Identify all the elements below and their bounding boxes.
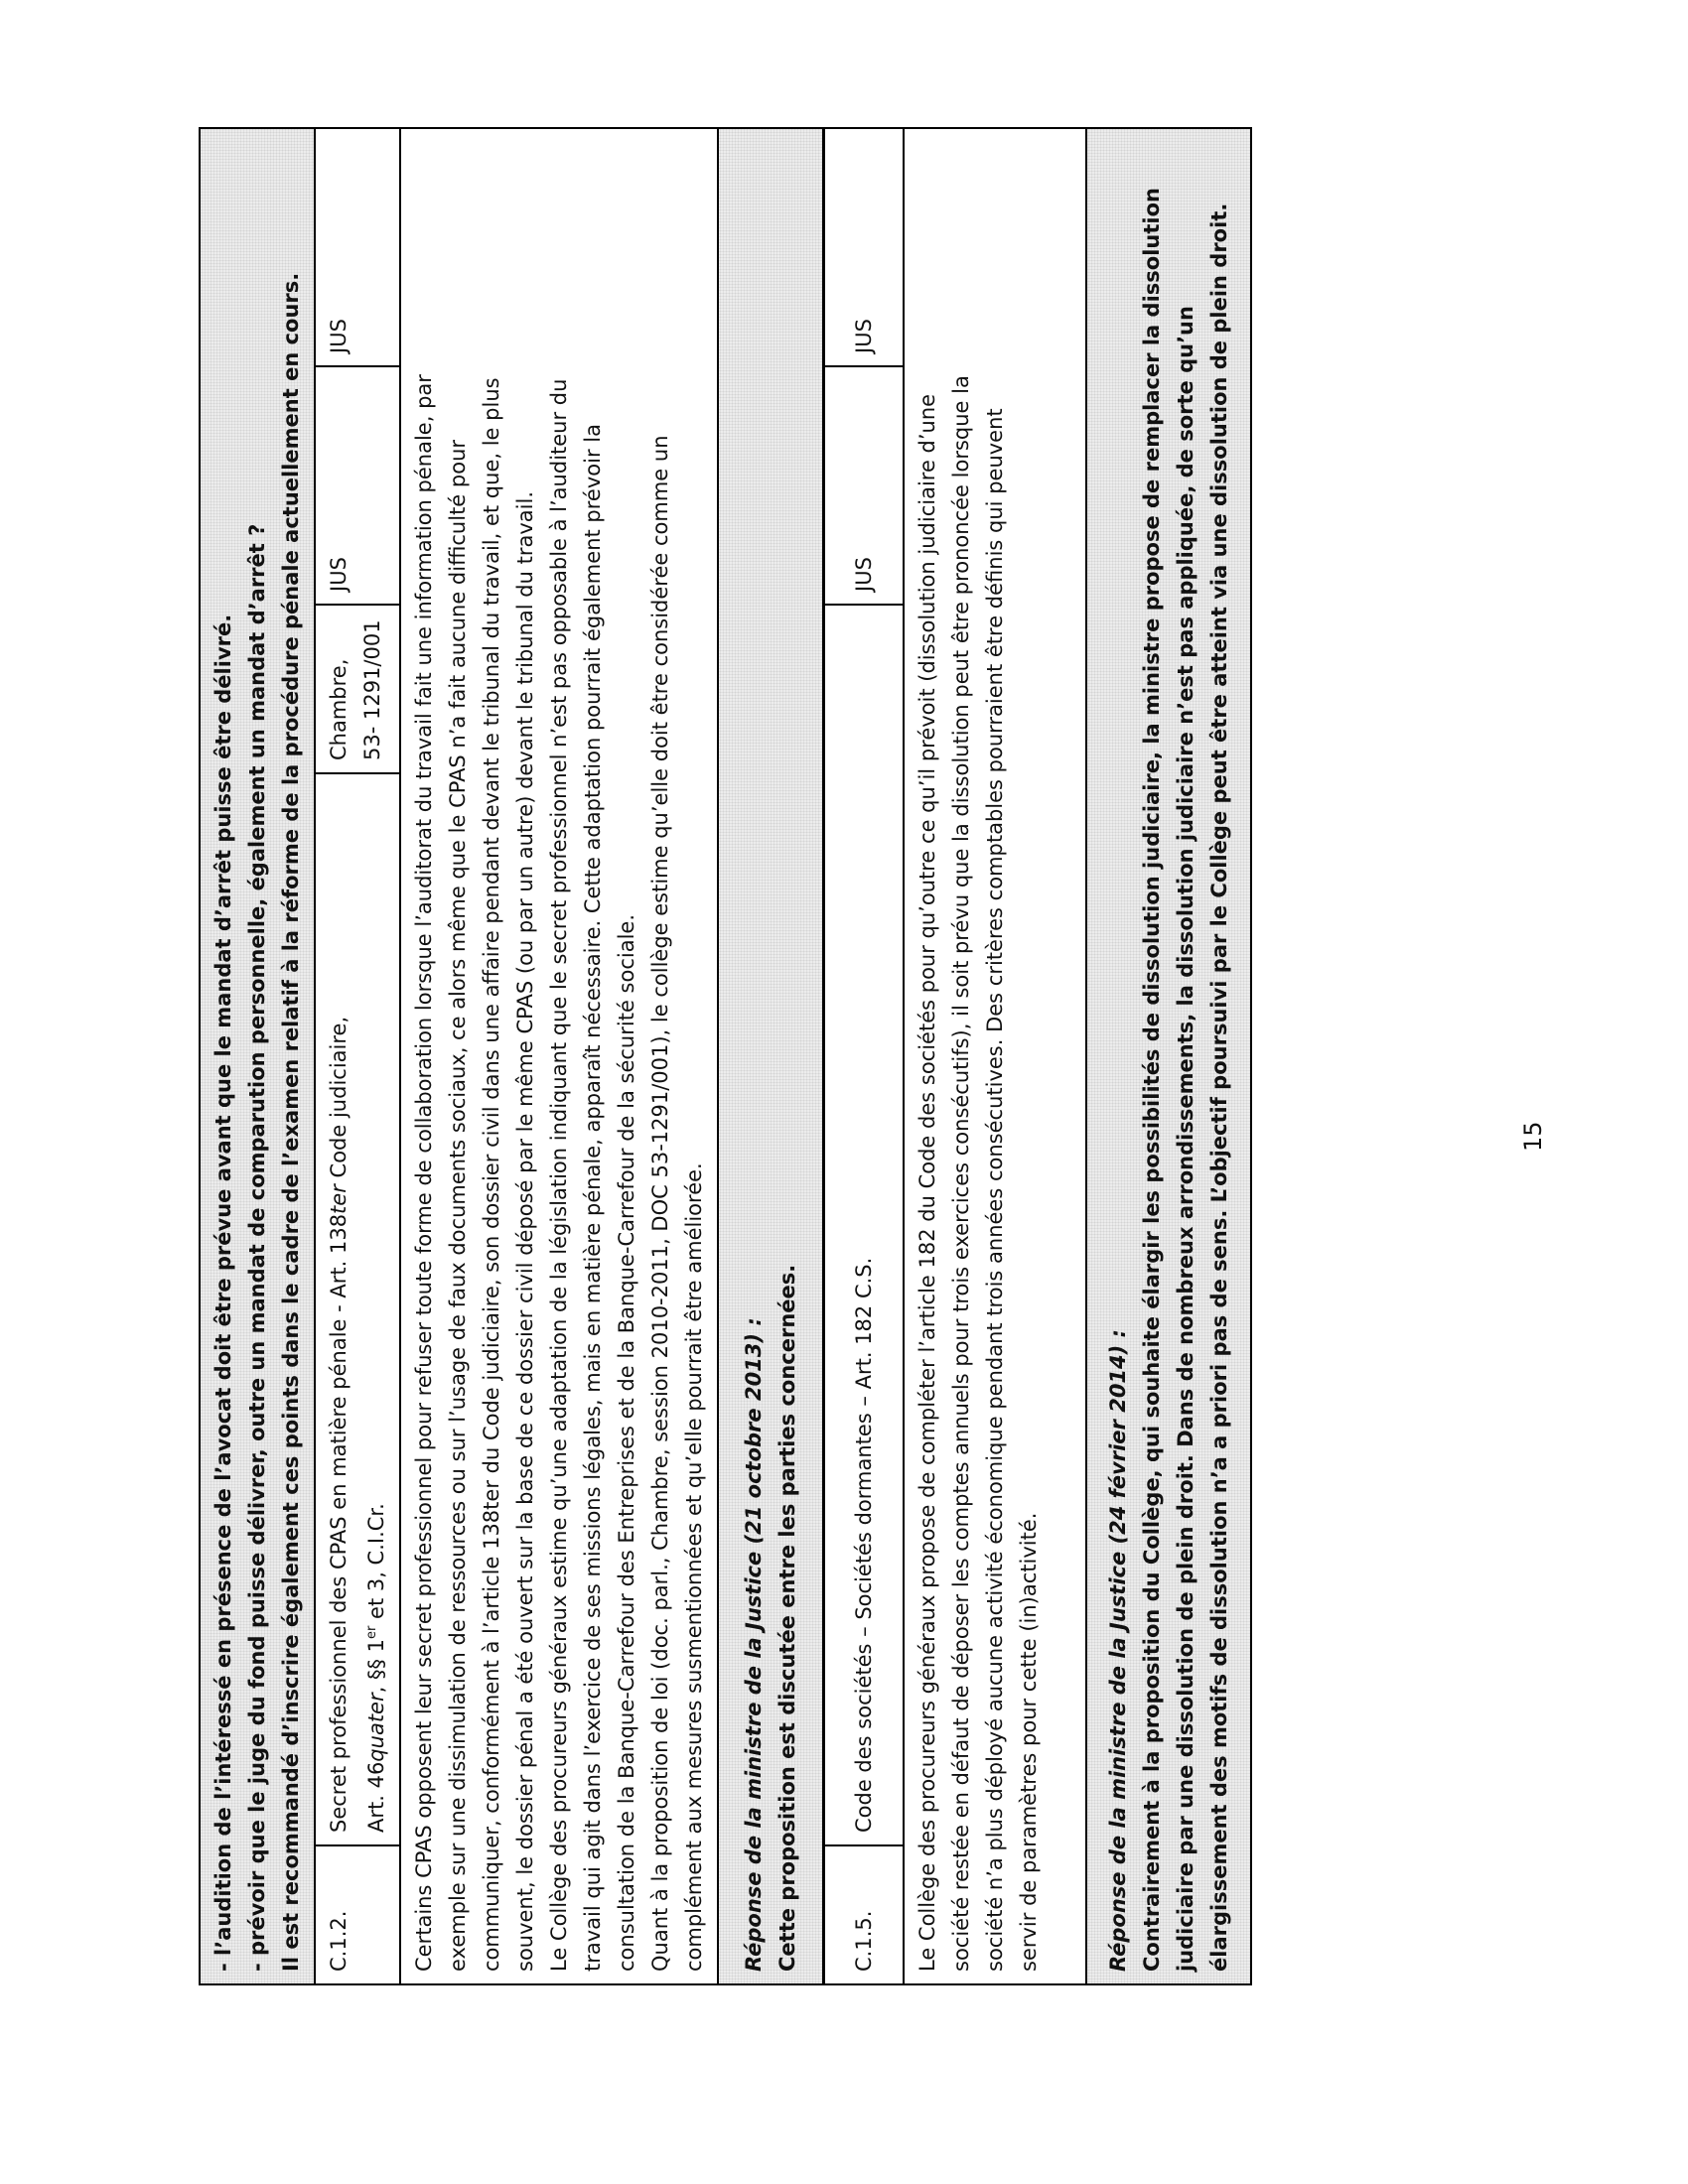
entry-c12-title <box>315 773 400 1845</box>
entry-c12-body-line: travail qui agit dans l’exercice de ses missions légales, mais en matière pénale, apparaît nécessaire. Cette adaptation pourrait également prévoir la <box>581 424 605 1972</box>
entry-c12-title-ter: ter <box>327 1184 351 1214</box>
entry-c12-body-line: communiquer, conformément à l’article 138ter du Code judiciaire, son dossier civil dans une affaire pendant devant le tribunal du travail, et que, le plus <box>480 377 503 1972</box>
entry-c12-body <box>400 128 718 1984</box>
entry-c12-title-quater: quater <box>364 1693 388 1762</box>
bullet-audition: - l’audition de l’intéressé en présence de l’avocat doit être prévue avant que le mandat d’arrêt puisse être délivré. <box>211 614 235 1972</box>
entry-c15-title: Code des sociétés – Sociétés dormantes – Art. 182 C.S. <box>824 605 905 1845</box>
response-2014-heading: Réponse de la ministre de la Justice (24 février 2014) : <box>1106 1329 1130 1972</box>
response-2013-row <box>718 128 824 1984</box>
entry-c12-title-part2: Code judiciaire, <box>327 1016 351 1185</box>
top-block-row <box>200 128 315 1984</box>
entry-c12-body-line: consultation de la Banque-Carrefour des Entreprises et de la Banque-Carrefour de la sécurité sociale. <box>615 913 638 1972</box>
entry-c12-body-line: complément aux mesures susmentionnées et qu’elle pourrait être améliorée. <box>682 1162 706 1972</box>
entry-c15-id: C.1.5. <box>824 1845 905 1984</box>
entry-c15-header-row <box>824 128 905 1984</box>
entry-c12-source-line1: Chambre, <box>327 658 351 760</box>
entry-c12-title-part3: Art. 46 <box>364 1761 388 1833</box>
recommendation-conclusion: Il est recommandé d’inscrire également ces points dans le cadre de l’examen relatif à la réforme de la procédure pénale actuellement en cours. <box>279 272 303 1972</box>
response-2014-line: Contrairement à la proposition du Collège, qui souhaite élargir les possibilités de dissolution judiciaire, la ministre propose de remplacer la dissolution <box>1140 188 1164 1972</box>
response-2014-cell <box>1086 128 1251 1984</box>
entry-c12-source <box>315 605 400 773</box>
response-2013-cell <box>718 128 824 1984</box>
entry-c15-body-line: servir de paramètres pour cette (in)activité. <box>1017 1512 1041 1972</box>
page-number-text: 15 <box>1519 1121 1547 1152</box>
entry-c12-source-line2: 53- 1291/001 <box>360 619 384 760</box>
entry-c15-body-row <box>904 128 1086 1984</box>
entry-c12-dept-2: JUS <box>315 128 400 366</box>
entry-c12-id: C.1.2. <box>315 1845 400 1984</box>
entry-c12-body-line: exemple sur une dissimulation de ressources ou sur l’usage de faux documents sociaux, ce alors même que le CPAS n’a fait aucune difficulté pour <box>446 439 470 1972</box>
rotated-document-page <box>199 129 1370 1985</box>
response-2014-row <box>1086 128 1251 1984</box>
entry-c12-title-part1: Secret professionnel des CPAS en matière pénale - Art. 138 <box>327 1213 351 1833</box>
page-number <box>1519 1112 1549 1152</box>
entry-c12-dept-1: JUS <box>315 366 400 605</box>
response-2013-text: Cette proposition est discutée entre les parties concernées. <box>775 1264 799 1972</box>
entry-c15-body <box>904 128 1086 1984</box>
entry-c12-header-row <box>315 128 400 1984</box>
entry-c12-title-part5: et 3, C.I.Cr. <box>364 1503 388 1626</box>
entry-c12-body-line: Certains CPAS opposent leur secret professionnel pour refuser toute forme de collaboration lorsque l’auditorat du travail fait une information pénale, par <box>412 374 436 1972</box>
response-2014-line: élargissement des motifs de dissolution n’a a priori pas de sens. L’objectif poursuivi par le Collège peut être atteint via une dissolution de plein droit. <box>1207 203 1231 1972</box>
entry-c15-dept-1: JUS <box>824 366 905 605</box>
entry-c15-body-line: société restée en défaut de déposer les comptes annuels pour trois exercices consécutifs), il soit prévu que la dissolution peut être prononcée lorsque la <box>949 375 973 1972</box>
entry-c12-title-sup: er <box>364 1625 379 1639</box>
response-2013-heading: Réponse de la ministre de la Justice (21 octobre 2013) : <box>742 1317 766 1972</box>
bullet-mandat: - prévoir que le juge du fond puisse délivrer, outre un mandat de comparution personnelle, également un mandat d’arrêt ? <box>245 523 269 1972</box>
entry-c15-body-line: société n’a plus déployé aucune activité économique pendant trois années consécutives. Des critères comptables pourraient être définis qui peuvent <box>983 408 1007 1972</box>
entry-c12-body-line: Le Collège des procureurs généraux estime qu’une adaptation de la législation indiquant que le secret professionnel n’est pas opposable à l’auditeur du <box>547 378 571 1972</box>
entry-c15-body-line: Le Collège des procureurs généraux propose de compléter l’article 182 du Code des sociétés pour qu’outre ce qu’il prévoit (dissolution judiciaire d’une <box>915 393 939 1972</box>
entry-c12-title-part4: , §§ 1 <box>364 1639 388 1694</box>
response-2014-line: judiciaire par une dissolution de plein droit. Dans de nombreux arrondissements, la dissolution judiciaire n’est pas appliquée, de sorte qu’un <box>1174 306 1197 1972</box>
recommendation-cell <box>200 128 315 1984</box>
entry-c12-body-row <box>400 128 718 1984</box>
proposals-table <box>199 127 1252 1985</box>
entry-c12-body-line: Quant à la proposition de loi (doc. parl., Chambre, session 2010-2011, DOC 53-1291/001), le collège estime qu’elle doit être considérée comme un <box>648 435 672 1972</box>
entry-c15-dept-2: JUS <box>824 128 905 366</box>
entry-c12-body-line: souvent, le dossier pénal a été ouvert sur la base de ce dossier civil déposé par le même CPAS (ou par un autre) devant le tribunal du travail. <box>513 491 537 1972</box>
